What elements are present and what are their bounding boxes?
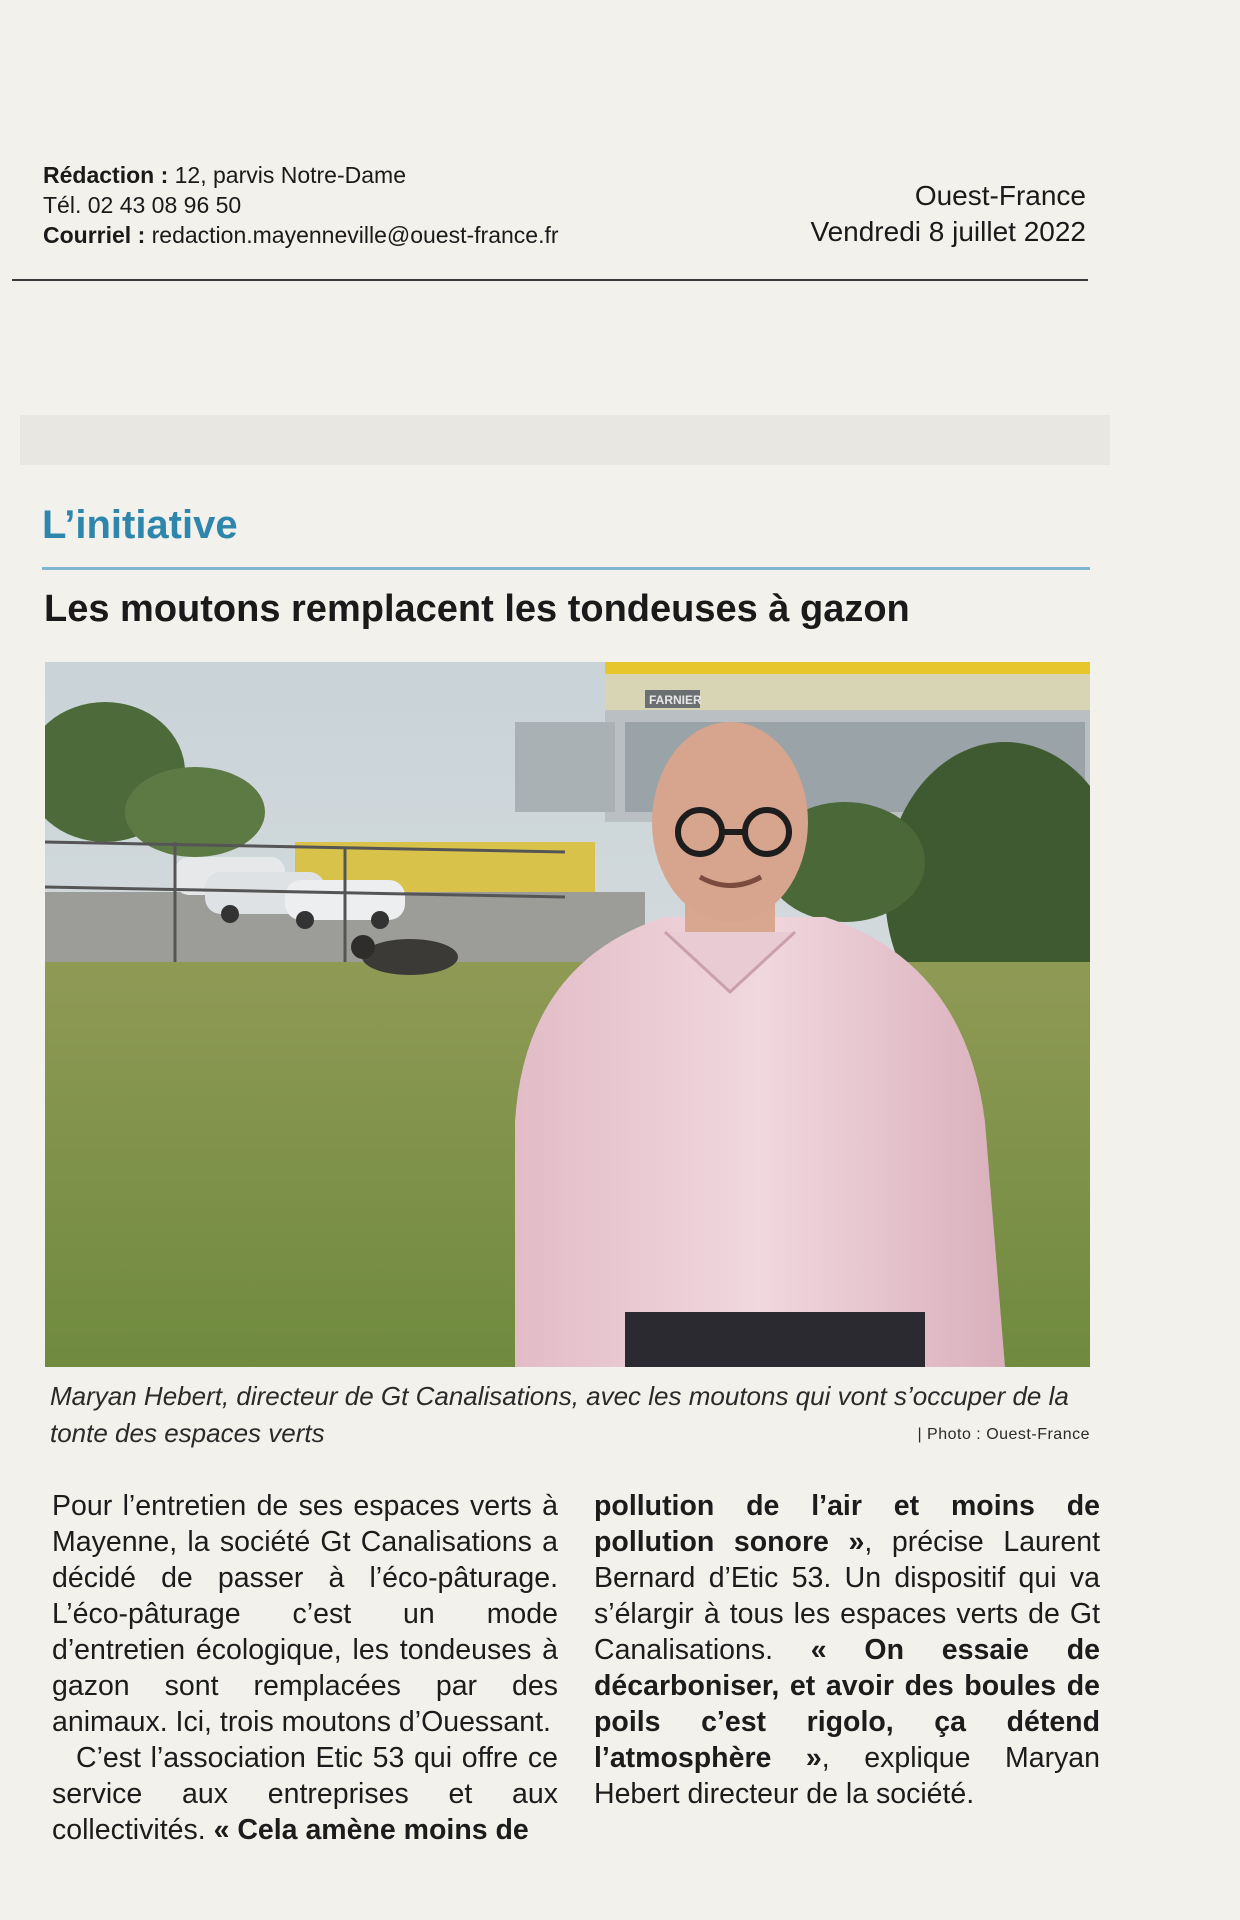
photo-credit: | Photo : Ouest-France (917, 1426, 1090, 1443)
article-column-2 (594, 1488, 1100, 1812)
article-headline: Les moutons remplacent les tondeuses à gazon (44, 588, 910, 630)
newspaper-name: Ouest-France (914, 180, 1086, 211)
article-quote-2: « On essaie de décarboniser, et avoir des boules de poils c’est rigolo, ça détend l’atmosphère » (594, 1634, 1100, 1774)
photo-caption: Maryan Hebert, directeur de Gt Canalisations, avec les moutons qui vont s’occuper de la tonte des espaces verts (50, 1381, 1069, 1448)
masthead-email-label: Courriel : (43, 222, 146, 248)
masthead-address-label: Rédaction : (43, 162, 169, 188)
photo-building-sign: FARNIER (649, 693, 702, 707)
article-paragraph-2 (52, 1740, 558, 1848)
article-quote-start: « Cela amène moins de (213, 1814, 529, 1846)
article-paragraph-3 (594, 1488, 1100, 1812)
article-kicker: L’initiative (42, 503, 238, 547)
masthead-contact (43, 160, 559, 250)
article-attribution-1: , précise Laurent Bernard d’Etic 53. Un dispositif qui va s’élargir à tous les espaces verts de Gt Canalisations. (594, 1526, 1100, 1666)
article-paragraph-1: Pour l’entretien de ses espaces verts à Mayenne, la société Gt Canalisations a décidé de passer à l’éco-pâturage. L’éco-pâturage c’est un mode d’entretien écologique, les tondeuses à gazon sont remplacées par des animaux. Ici, trois moutons d’Ouessant. (52, 1490, 558, 1738)
masthead-publication (810, 178, 1086, 250)
article-attribution-2: , explique Maryan Hebert directeur de la société. (594, 1742, 1101, 1810)
article-paragraph-2-text: C’est l’association Etic 53 qui offre ce service aux entreprises et aux collectivités. (52, 1742, 558, 1846)
article-photo (45, 662, 1090, 1367)
publication-date: Vendredi 8 juillet 2022 (810, 216, 1086, 247)
reverse-side-bleed (20, 395, 1110, 503)
masthead-address: 12, parvis Notre-Dame (174, 162, 406, 188)
masthead-address-line (43, 160, 559, 190)
article-quote-1: pollution de l’air et moins de pollution sonore » (594, 1490, 1100, 1558)
photo-illustration (45, 662, 1090, 1367)
article-column-1 (52, 1488, 558, 1848)
masthead-email-line (43, 220, 559, 250)
masthead-email: redaction.mayenneville@ouest-france.fr (151, 222, 559, 248)
masthead-phone: Tél. 02 43 08 96 50 (43, 192, 242, 218)
reverse-side-bleed-mark (20, 395, 1110, 485)
masthead-rule (12, 279, 1088, 281)
kicker-rule (42, 567, 1090, 570)
